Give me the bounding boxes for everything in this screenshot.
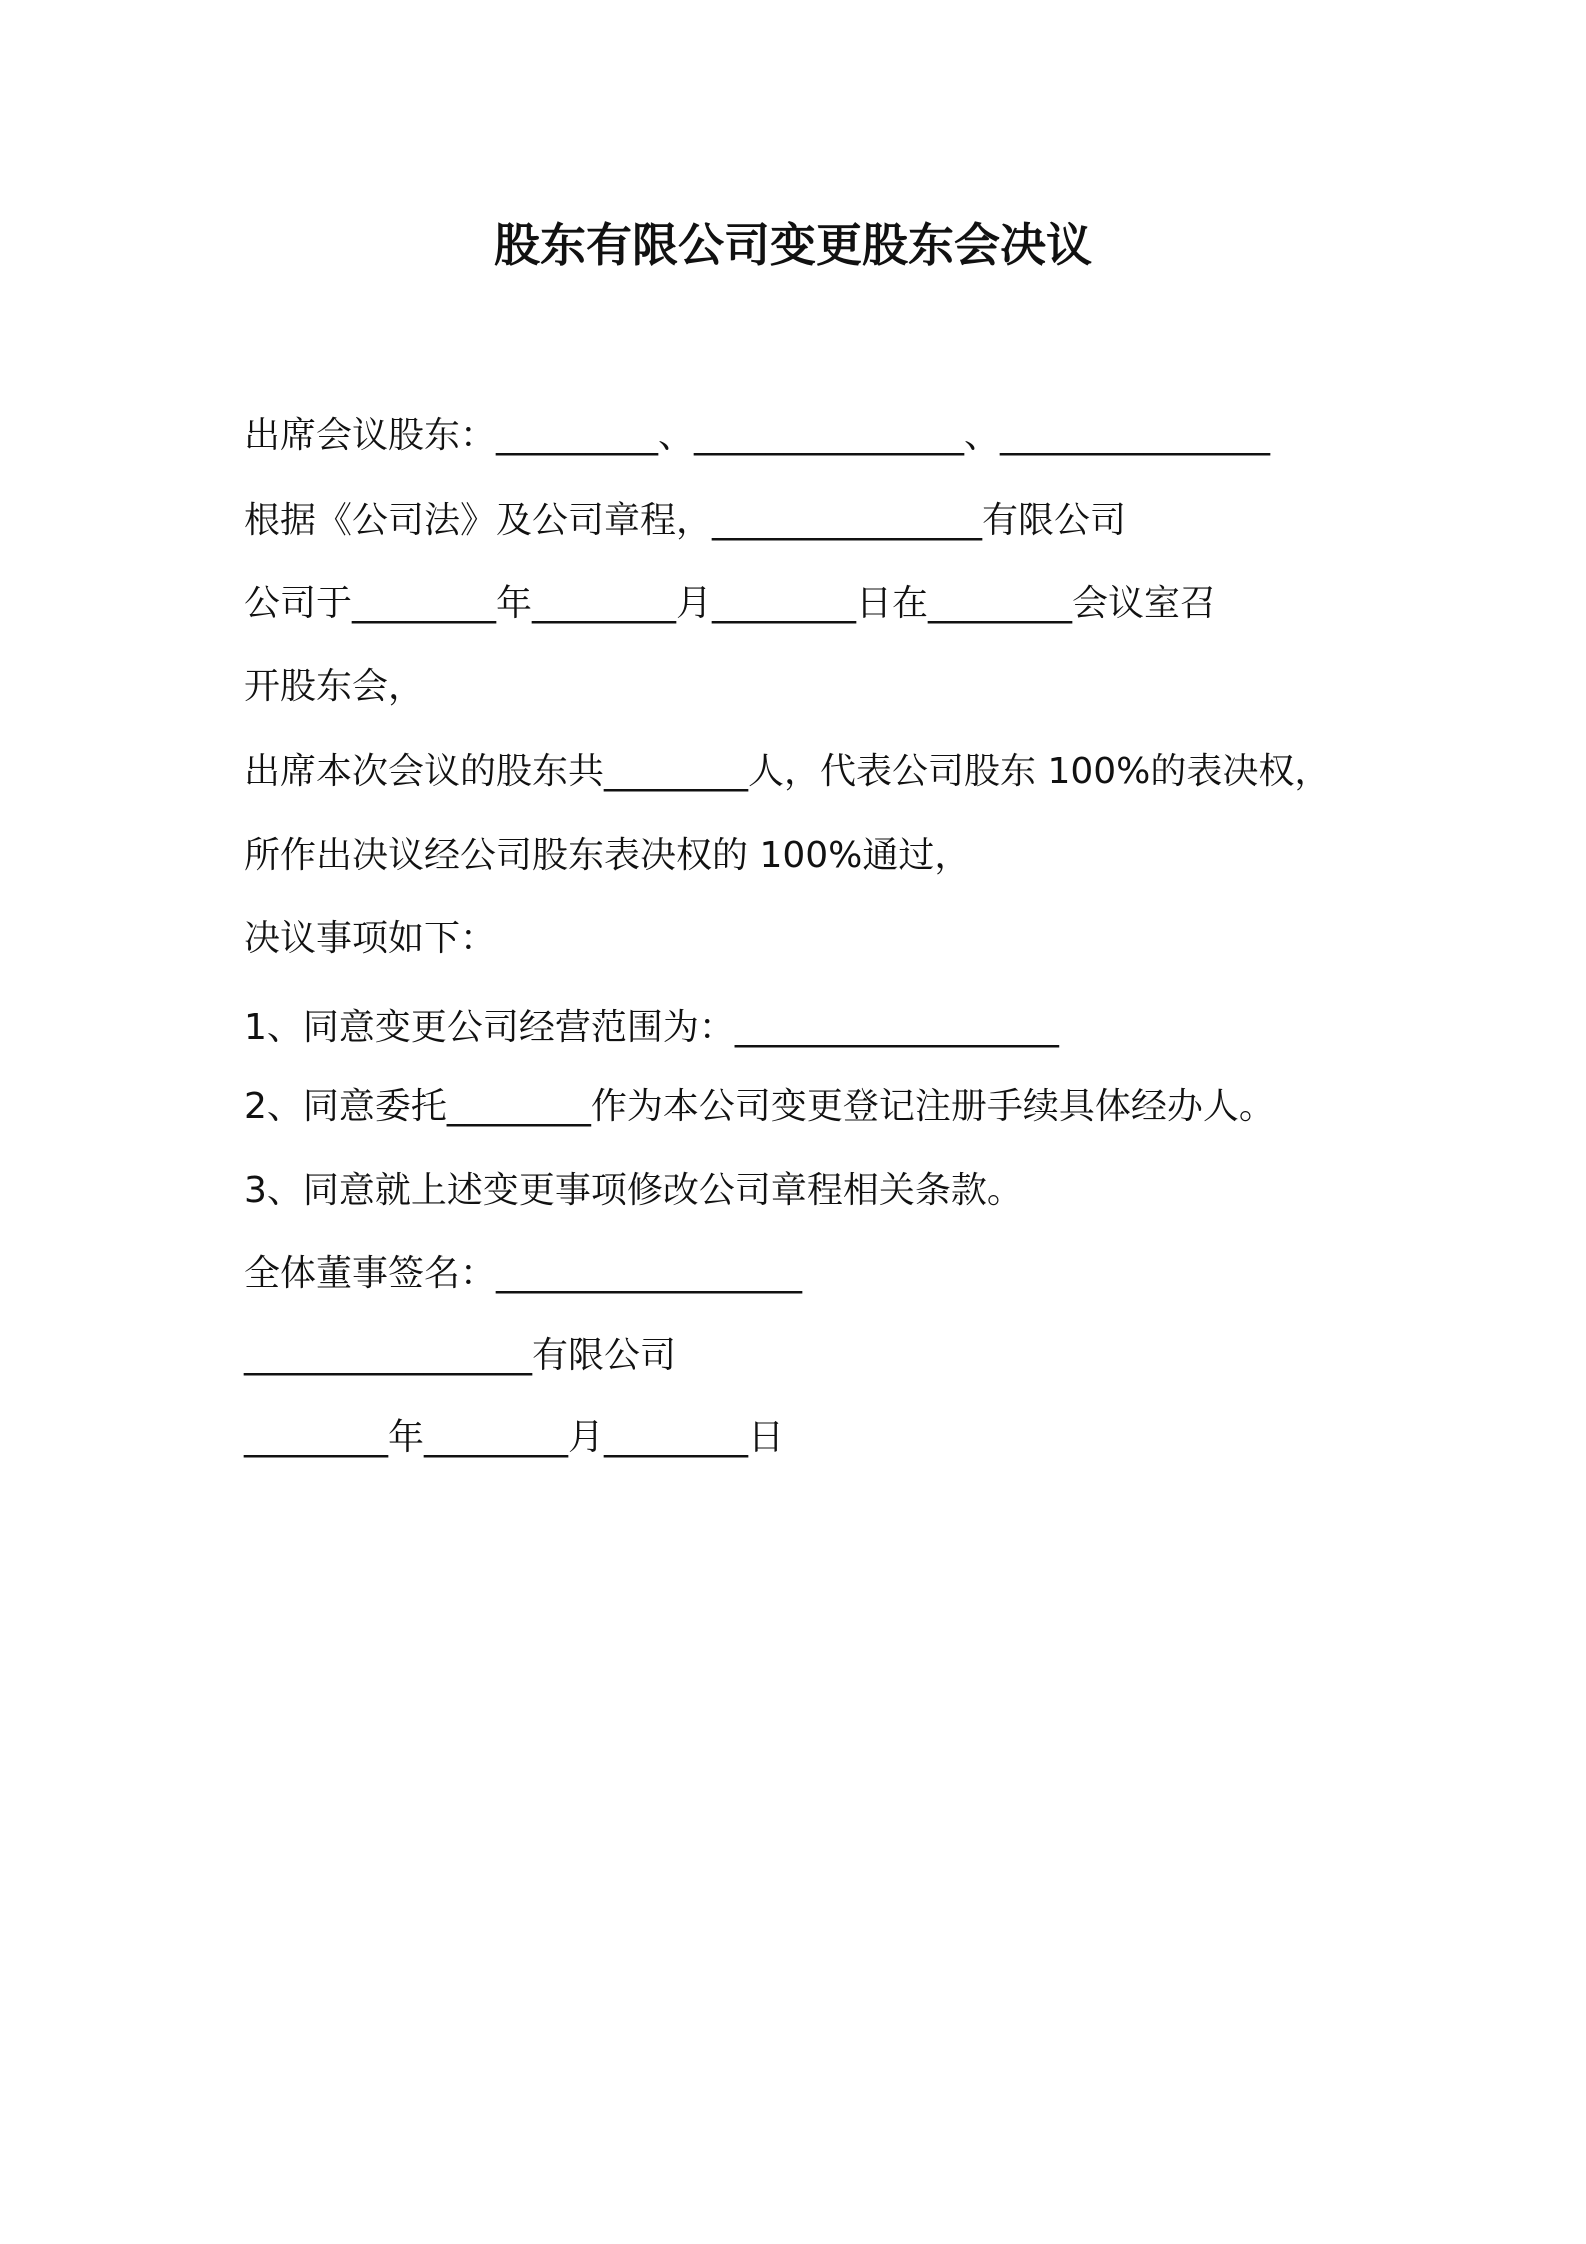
legal-basis-line: 根据《公司法》及公司章程，_______________有限公司 xyxy=(244,500,1127,541)
attendance-count-line: 出席本次会议的股东共________人，代表公司股东 100%的表决权， xyxy=(244,751,1331,792)
resolution-item-1: 1、同意变更公司经营范围为：__________________ xyxy=(244,1007,1059,1048)
meeting-date-place-line: 公司于________年________月________日在________会议室召 xyxy=(244,583,1217,624)
director-signatures-line: 全体董事签名：_________________ xyxy=(244,1253,803,1294)
attendees-line: 出席会议股东：_________、_______________、_______________ xyxy=(244,415,1271,456)
date-line: ________年________月________日 xyxy=(244,1417,784,1458)
resolution-passed-line: 所作出决议经公司股东表决权的 100%通过， xyxy=(244,835,971,876)
document-title: 股东有限公司变更股东会决议 xyxy=(494,218,1092,272)
company-name-line: ________________有限公司 xyxy=(244,1335,677,1376)
resolution-item-2: 2、同意委托________作为本公司变更登记注册手续具体经办人。 xyxy=(244,1086,1275,1127)
resolution-item-3: 3、同意就上述变更事项修改公司章程相关条款。 xyxy=(244,1170,1023,1211)
meeting-convened-line: 开股东会， xyxy=(244,666,425,707)
resolution-items-heading: 决议事项如下： xyxy=(244,918,497,959)
